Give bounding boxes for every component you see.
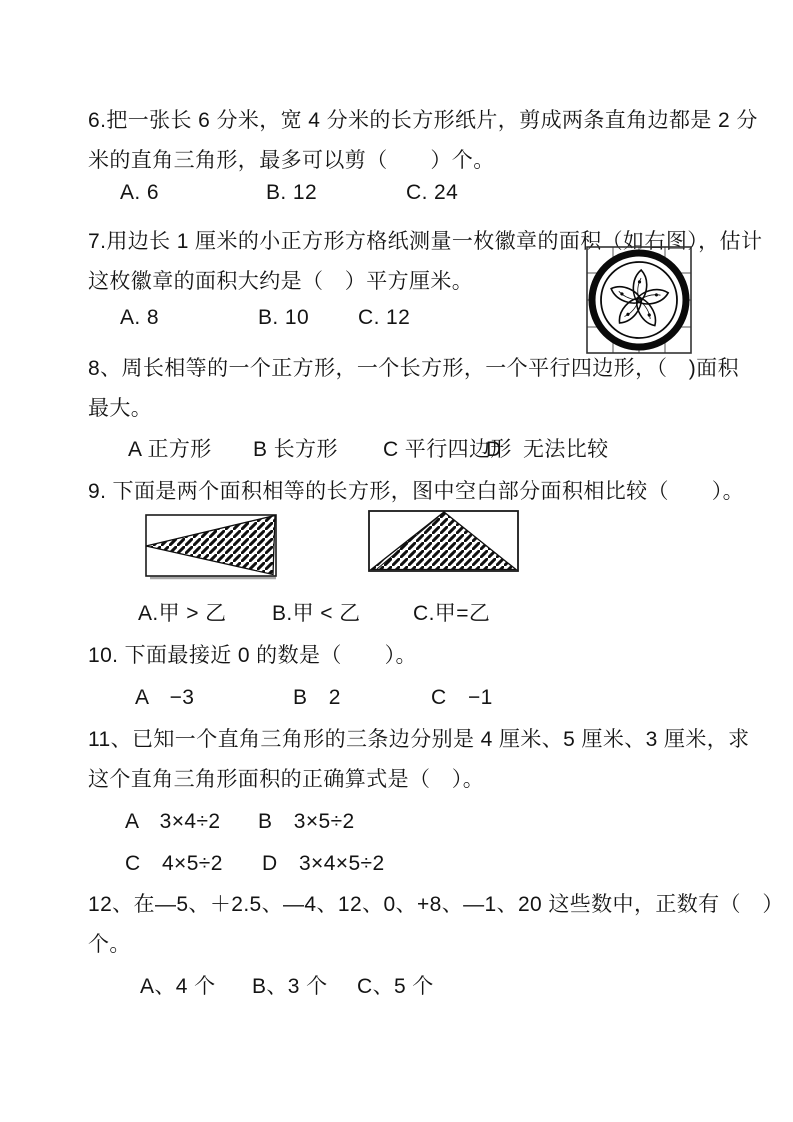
q8-line-1: 8、周长相等的一个正方形，一个长方形，一个平行四边形，（ )面积: [88, 357, 739, 380]
q11-option-a: A 3×4÷2: [125, 810, 221, 833]
q9-option-b: B.甲 < 乙: [272, 602, 361, 625]
q8-option-b: B 长方形: [253, 438, 338, 461]
q11-option-d: D 3×4×5÷2: [262, 852, 385, 875]
q11-option-c: C 4×5÷2: [125, 852, 223, 875]
q8-option-c: C 平行四边形: [383, 438, 512, 461]
q7-option-c: C. 12: [358, 306, 411, 329]
q8-option-d: D 无法比较: [486, 438, 609, 461]
q12-option-a: A、4 个: [140, 975, 216, 998]
q9-option-a: A.甲 > 乙: [138, 602, 227, 625]
q10-option-b: B 2: [293, 686, 341, 709]
q6-option-c: C. 24: [406, 181, 459, 204]
q7-option-b: B. 10: [258, 306, 310, 329]
q8-line-2: 最大。: [88, 397, 153, 420]
q8-option-a: A 正方形: [128, 438, 212, 461]
q9-line-1: 9. 下面是两个面积相等的长方形，图中空白部分面积相比较（ ）。: [88, 480, 745, 503]
q12-line-1: 12、在—5、＋2.5、—4、12、0、+8、—1、20 这些数中，正数有（ ）: [88, 893, 784, 916]
q11-line-1: 11、已知一个直角三角形的三条边分别是 4 厘米、5 厘米、3 厘米，求: [88, 728, 750, 751]
q12-option-c: C、5 个: [357, 975, 434, 998]
q9-option-c: C.甲=乙: [413, 602, 491, 625]
q10-option-c: C −1: [431, 686, 493, 709]
badge-figure: [586, 246, 692, 354]
q6-option-a: A. 6: [120, 181, 159, 204]
q10-line-1: 10. 下面最接近 0 的数是（ ）。: [88, 644, 417, 667]
q12-line-2: 个。: [88, 933, 131, 956]
q7-line-1: 7.用边长 1 厘米的小正方形方格纸测量一枚徽章的面积（如右图），估计: [88, 230, 763, 253]
q11-option-b: B 3×5÷2: [258, 810, 355, 833]
q12-option-b: B、3 个: [252, 975, 328, 998]
q11-line-2: 这个直角三角形面积的正确算式是（ ）。: [88, 768, 485, 791]
rect-yi-figure: [368, 510, 519, 573]
q6-line-2: 米的直角三角形，最多可以剪（ ）个。: [88, 149, 495, 172]
rect-jia-figure: [145, 514, 278, 580]
q6-line-1: 6.把一张长 6 分米，宽 4 分米的长方形纸片，剪成两条直角边都是 2 分: [88, 109, 758, 132]
q7-line-2: 这枚徽章的面积大约是（ ）平方厘米。: [88, 270, 474, 293]
q10-option-a: A −3: [135, 686, 195, 709]
q7-option-a: A. 8: [120, 306, 159, 329]
q6-option-b: B. 12: [266, 181, 318, 204]
flower-badge-grid-icon: [586, 246, 692, 354]
